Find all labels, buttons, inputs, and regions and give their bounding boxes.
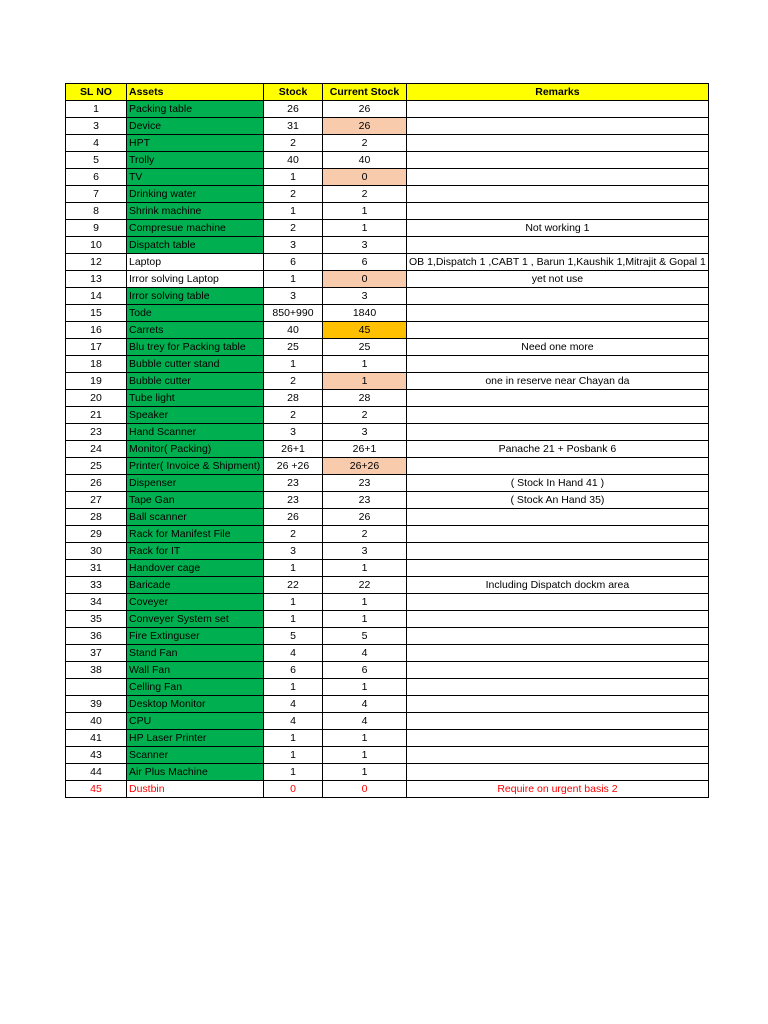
cell-stock[interactable]: 1 [264, 730, 323, 747]
table-row [66, 424, 709, 441]
table-row [66, 611, 709, 628]
cell-asset[interactable]: CPU [127, 713, 264, 730]
cell-current-stock[interactable]: 2 [323, 186, 407, 203]
cell-remarks[interactable] [407, 611, 709, 628]
cell-remarks[interactable] [407, 322, 709, 339]
cell-sl-no[interactable]: 12 [66, 254, 127, 271]
cell-current-stock[interactable]: 6 [323, 254, 407, 271]
cell-sl-no[interactable]: 36 [66, 628, 127, 645]
cell-current-stock[interactable]: 23 [323, 492, 407, 509]
cell-remarks[interactable] [407, 305, 709, 322]
cell-remarks[interactable] [407, 696, 709, 713]
cell-current-stock[interactable]: 45 [323, 322, 407, 339]
table-row [66, 322, 709, 339]
cell-stock[interactable]: 2 [264, 186, 323, 203]
cell-sl-no[interactable]: 8 [66, 203, 127, 220]
cell-sl-no[interactable]: 18 [66, 356, 127, 373]
cell-stock[interactable]: 2 [264, 135, 323, 152]
cell-remarks[interactable]: OB 1,Dispatch 1 ,CABT 1 , Barun 1,Kaushik 1,Mitrajit & Gopal 1 [407, 254, 709, 271]
cell-stock[interactable]: 1 [264, 679, 323, 696]
cell-sl-no[interactable]: 16 [66, 322, 127, 339]
cell-current-stock[interactable]: 40 [323, 152, 407, 169]
table-row [66, 594, 709, 611]
cell-asset[interactable]: Compresue machine [127, 220, 264, 237]
cell-stock[interactable]: 1 [264, 764, 323, 781]
cell-stock[interactable]: 26+1 [264, 441, 323, 458]
cell-remarks[interactable] [407, 356, 709, 373]
cell-remarks[interactable] [407, 628, 709, 645]
cell-asset[interactable]: Dispenser [127, 475, 264, 492]
header-sl-no[interactable]: SL NO [66, 84, 127, 101]
cell-remarks[interactable]: ( Stock An Hand 35) [407, 492, 709, 509]
cell-stock[interactable]: 2 [264, 407, 323, 424]
cell-asset[interactable]: Wall Fan [127, 662, 264, 679]
cell-stock[interactable]: 1 [264, 594, 323, 611]
cell-asset[interactable]: Speaker [127, 407, 264, 424]
table-row [66, 696, 709, 713]
cell-stock[interactable]: 6 [264, 254, 323, 271]
cell-current-stock[interactable]: 3 [323, 424, 407, 441]
cell-remarks[interactable]: Need one more [407, 339, 709, 356]
table-row [66, 747, 709, 764]
cell-current-stock[interactable]: 26+1 [323, 441, 407, 458]
cell-remarks[interactable]: one in reserve near Chayan da [407, 373, 709, 390]
cell-sl-no[interactable]: 29 [66, 526, 127, 543]
cell-stock[interactable]: 1 [264, 560, 323, 577]
cell-current-stock[interactable]: 4 [323, 696, 407, 713]
cell-stock[interactable]: 3 [264, 424, 323, 441]
cell-stock[interactable]: 4 [264, 645, 323, 662]
cell-current-stock[interactable]: 3 [323, 237, 407, 254]
cell-remarks[interactable] [407, 713, 709, 730]
cell-asset[interactable]: Baricade [127, 577, 264, 594]
table-row [66, 186, 709, 203]
cell-remarks[interactable] [407, 679, 709, 696]
table-row [66, 628, 709, 645]
cell-remarks[interactable] [407, 526, 709, 543]
cell-current-stock[interactable]: 1 [323, 373, 407, 390]
header-row [66, 84, 709, 101]
cell-stock[interactable]: 23 [264, 492, 323, 509]
table-row [66, 645, 709, 662]
cell-current-stock[interactable]: 4 [323, 713, 407, 730]
cell-remarks[interactable] [407, 662, 709, 679]
cell-asset[interactable]: HP Laser Printer [127, 730, 264, 747]
cell-asset[interactable]: Shrink machine [127, 203, 264, 220]
cell-sl-no[interactable]: 17 [66, 339, 127, 356]
table-row [66, 509, 709, 526]
cell-stock[interactable]: 28 [264, 390, 323, 407]
cell-remarks[interactable] [407, 203, 709, 220]
cell-current-stock[interactable]: 1 [323, 356, 407, 373]
cell-stock[interactable]: 4 [264, 713, 323, 730]
cell-remarks[interactable] [407, 543, 709, 560]
cell-stock[interactable]: 2 [264, 373, 323, 390]
table-row [66, 237, 709, 254]
cell-asset[interactable]: Dustbin [127, 781, 264, 798]
cell-remarks[interactable] [407, 237, 709, 254]
header-remarks[interactable]: Remarks [407, 84, 709, 101]
cell-asset[interactable]: Dispatch table [127, 237, 264, 254]
table-row [66, 152, 709, 169]
cell-remarks[interactable] [407, 594, 709, 611]
cell-remarks[interactable] [407, 390, 709, 407]
cell-asset[interactable]: Blu trey for Packing table [127, 339, 264, 356]
table-row [66, 271, 709, 288]
cell-sl-no[interactable]: 15 [66, 305, 127, 322]
cell-current-stock[interactable]: 0 [323, 169, 407, 186]
cell-remarks[interactable]: Not working 1 [407, 220, 709, 237]
cell-current-stock[interactable]: 1 [323, 747, 407, 764]
cell-remarks[interactable] [407, 645, 709, 662]
cell-sl-no[interactable]: 30 [66, 543, 127, 560]
cell-asset[interactable]: Bubble cutter [127, 373, 264, 390]
cell-current-stock[interactable]: 1 [323, 679, 407, 696]
cell-current-stock[interactable]: 2 [323, 407, 407, 424]
table-row [66, 339, 709, 356]
cell-remarks[interactable]: yet not use [407, 271, 709, 288]
cell-stock[interactable]: 25 [264, 339, 323, 356]
cell-remarks[interactable]: Panache 21 + Posbank 6 [407, 441, 709, 458]
table-row [66, 390, 709, 407]
cell-asset[interactable]: Laptop [127, 254, 264, 271]
cell-stock[interactable]: 26 +26 [264, 458, 323, 475]
cell-stock[interactable]: 5 [264, 628, 323, 645]
cell-current-stock[interactable]: 1 [323, 730, 407, 747]
cell-current-stock[interactable]: 28 [323, 390, 407, 407]
cell-current-stock[interactable]: 0 [323, 781, 407, 798]
cell-stock[interactable]: 3 [264, 543, 323, 560]
cell-current-stock[interactable]: 26 [323, 118, 407, 135]
cell-stock[interactable]: 1 [264, 356, 323, 373]
cell-current-stock[interactable]: 26 [323, 509, 407, 526]
cell-stock[interactable]: 26 [264, 509, 323, 526]
table-row [66, 492, 709, 509]
cell-sl-no[interactable]: 14 [66, 288, 127, 305]
cell-asset[interactable]: Air Plus Machine [127, 764, 264, 781]
cell-stock[interactable]: 40 [264, 152, 323, 169]
header-assets[interactable]: Assets [127, 84, 264, 101]
cell-remarks[interactable] [407, 288, 709, 305]
header-current-stock[interactable]: Current Stock [323, 84, 407, 101]
cell-current-stock[interactable]: 0 [323, 271, 407, 288]
cell-current-stock[interactable]: 23 [323, 475, 407, 492]
cell-remarks[interactable] [407, 118, 709, 135]
cell-sl-no[interactable]: 21 [66, 407, 127, 424]
cell-stock[interactable]: 1 [264, 271, 323, 288]
cell-sl-no[interactable]: 45 [66, 781, 127, 798]
table-row [66, 713, 709, 730]
cell-remarks[interactable] [407, 424, 709, 441]
cell-sl-no[interactable]: 10 [66, 237, 127, 254]
cell-sl-no[interactable]: 35 [66, 611, 127, 628]
cell-sl-no[interactable]: 39 [66, 696, 127, 713]
cell-asset[interactable]: HPT [127, 135, 264, 152]
table-row [66, 254, 709, 271]
cell-sl-no[interactable]: 7 [66, 186, 127, 203]
cell-remarks[interactable] [407, 560, 709, 577]
cell-current-stock[interactable]: 25 [323, 339, 407, 356]
cell-stock[interactable]: 23 [264, 475, 323, 492]
cell-current-stock[interactable]: 3 [323, 543, 407, 560]
cell-sl-no[interactable]: 1 [66, 101, 127, 118]
cell-asset[interactable]: Fire Extinguser [127, 628, 264, 645]
table-row [66, 118, 709, 135]
cell-remarks[interactable] [407, 747, 709, 764]
cell-sl-no[interactable]: 43 [66, 747, 127, 764]
table-row [66, 203, 709, 220]
cell-stock[interactable]: 2 [264, 526, 323, 543]
cell-sl-no[interactable]: 41 [66, 730, 127, 747]
header-stock[interactable]: Stock [264, 84, 323, 101]
table-row [66, 288, 709, 305]
cell-asset[interactable]: Tape Gan [127, 492, 264, 509]
cell-stock[interactable]: 850+990 [264, 305, 323, 322]
cell-current-stock[interactable]: 1 [323, 594, 407, 611]
cell-asset[interactable]: Monitor( Packing) [127, 441, 264, 458]
cell-stock[interactable]: 31 [264, 118, 323, 135]
cell-stock[interactable]: 3 [264, 237, 323, 254]
cell-asset[interactable]: Hand Scanner [127, 424, 264, 441]
cell-remarks[interactable]: ( Stock In Hand 41 ) [407, 475, 709, 492]
cell-stock[interactable]: 26 [264, 101, 323, 118]
cell-remarks[interactable] [407, 730, 709, 747]
cell-sl-no[interactable]: 20 [66, 390, 127, 407]
cell-sl-no[interactable]: 27 [66, 492, 127, 509]
cell-remarks[interactable]: Require on urgent basis 2 [407, 781, 709, 798]
table-row [66, 560, 709, 577]
cell-sl-no[interactable]: 31 [66, 560, 127, 577]
cell-current-stock[interactable]: 1 [323, 203, 407, 220]
cell-sl-no[interactable]: 38 [66, 662, 127, 679]
cell-asset[interactable]: Celling Fan [127, 679, 264, 696]
cell-sl-no[interactable]: 19 [66, 373, 127, 390]
cell-sl-no[interactable]: 37 [66, 645, 127, 662]
cell-sl-no[interactable] [66, 679, 127, 696]
cell-sl-no[interactable]: 25 [66, 458, 127, 475]
table-row [66, 526, 709, 543]
cell-stock[interactable]: 6 [264, 662, 323, 679]
cell-sl-no[interactable]: 4 [66, 135, 127, 152]
cell-asset[interactable]: Bubble cutter stand [127, 356, 264, 373]
table-row [66, 781, 709, 798]
cell-sl-no[interactable]: 33 [66, 577, 127, 594]
asset-stock-table [65, 83, 709, 798]
table-row [66, 764, 709, 781]
cell-remarks[interactable] [407, 101, 709, 118]
cell-asset[interactable]: Tode [127, 305, 264, 322]
cell-asset[interactable]: Rack for Manifest File [127, 526, 264, 543]
cell-stock[interactable]: 22 [264, 577, 323, 594]
cell-sl-no[interactable]: 34 [66, 594, 127, 611]
cell-stock[interactable]: 1 [264, 611, 323, 628]
cell-stock[interactable]: 3 [264, 288, 323, 305]
cell-asset[interactable]: Conveyer System set [127, 611, 264, 628]
cell-current-stock[interactable]: 1 [323, 220, 407, 237]
cell-asset[interactable]: Stand Fan [127, 645, 264, 662]
cell-sl-no[interactable]: 40 [66, 713, 127, 730]
cell-asset[interactable]: Desktop Monitor [127, 696, 264, 713]
cell-remarks[interactable] [407, 186, 709, 203]
table-row [66, 169, 709, 186]
cell-current-stock[interactable]: 3 [323, 288, 407, 305]
cell-current-stock[interactable]: 2 [323, 526, 407, 543]
cell-current-stock[interactable]: 22 [323, 577, 407, 594]
cell-stock[interactable]: 1 [264, 747, 323, 764]
cell-stock[interactable]: 40 [264, 322, 323, 339]
cell-asset[interactable]: Tube light [127, 390, 264, 407]
cell-stock[interactable]: 2 [264, 220, 323, 237]
cell-current-stock[interactable]: 26 [323, 101, 407, 118]
cell-sl-no[interactable]: 28 [66, 509, 127, 526]
cell-asset[interactable]: Drinking water [127, 186, 264, 203]
cell-current-stock[interactable]: 26+26 [323, 458, 407, 475]
table-row [66, 730, 709, 747]
table-row [66, 356, 709, 373]
cell-sl-no[interactable]: 44 [66, 764, 127, 781]
cell-sl-no[interactable]: 3 [66, 118, 127, 135]
cell-remarks[interactable]: Including Dispatch dockm area [407, 577, 709, 594]
table-row [66, 441, 709, 458]
table-row [66, 662, 709, 679]
cell-remarks[interactable] [407, 509, 709, 526]
table-row [66, 373, 709, 390]
cell-current-stock[interactable]: 1 [323, 611, 407, 628]
cell-asset[interactable]: TV [127, 169, 264, 186]
cell-current-stock[interactable]: 1840 [323, 305, 407, 322]
table-row [66, 407, 709, 424]
table-row [66, 101, 709, 118]
table-row [66, 305, 709, 322]
cell-asset[interactable]: Coveyer [127, 594, 264, 611]
cell-sl-no[interactable]: 9 [66, 220, 127, 237]
table-row [66, 220, 709, 237]
table-row [66, 458, 709, 475]
cell-asset[interactable]: Ball scanner [127, 509, 264, 526]
cell-asset[interactable]: Trolly [127, 152, 264, 169]
cell-stock[interactable]: 1 [264, 169, 323, 186]
cell-stock[interactable]: 0 [264, 781, 323, 798]
cell-stock[interactable]: 4 [264, 696, 323, 713]
cell-remarks[interactable] [407, 169, 709, 186]
cell-asset[interactable]: Handover cage [127, 560, 264, 577]
cell-sl-no[interactable]: 13 [66, 271, 127, 288]
cell-sl-no[interactable]: 23 [66, 424, 127, 441]
cell-remarks[interactable] [407, 458, 709, 475]
table-row [66, 543, 709, 560]
cell-current-stock[interactable]: 6 [323, 662, 407, 679]
table-row [66, 577, 709, 594]
cell-asset[interactable]: Irror solving Laptop [127, 271, 264, 288]
table-row [66, 475, 709, 492]
cell-asset[interactable]: Carrets [127, 322, 264, 339]
cell-asset[interactable]: Device [127, 118, 264, 135]
cell-current-stock[interactable]: 1 [323, 560, 407, 577]
cell-current-stock[interactable]: 1 [323, 764, 407, 781]
table-body [66, 101, 709, 798]
cell-remarks[interactable] [407, 407, 709, 424]
cell-sl-no[interactable]: 26 [66, 475, 127, 492]
cell-sl-no[interactable]: 24 [66, 441, 127, 458]
cell-sl-no[interactable]: 6 [66, 169, 127, 186]
cell-remarks[interactable] [407, 152, 709, 169]
cell-current-stock[interactable]: 5 [323, 628, 407, 645]
cell-asset[interactable]: Scanner [127, 747, 264, 764]
cell-current-stock[interactable]: 2 [323, 135, 407, 152]
cell-asset[interactable]: Rack for IT [127, 543, 264, 560]
cell-asset[interactable]: Packing table [127, 101, 264, 118]
cell-current-stock[interactable]: 4 [323, 645, 407, 662]
cell-remarks[interactable] [407, 764, 709, 781]
cell-stock[interactable]: 1 [264, 203, 323, 220]
cell-asset[interactable]: Irror solving table [127, 288, 264, 305]
table-row [66, 679, 709, 696]
cell-asset[interactable]: Printer( Invoice & Shipment) [127, 458, 264, 475]
cell-sl-no[interactable]: 5 [66, 152, 127, 169]
table-row [66, 135, 709, 152]
cell-remarks[interactable] [407, 135, 709, 152]
